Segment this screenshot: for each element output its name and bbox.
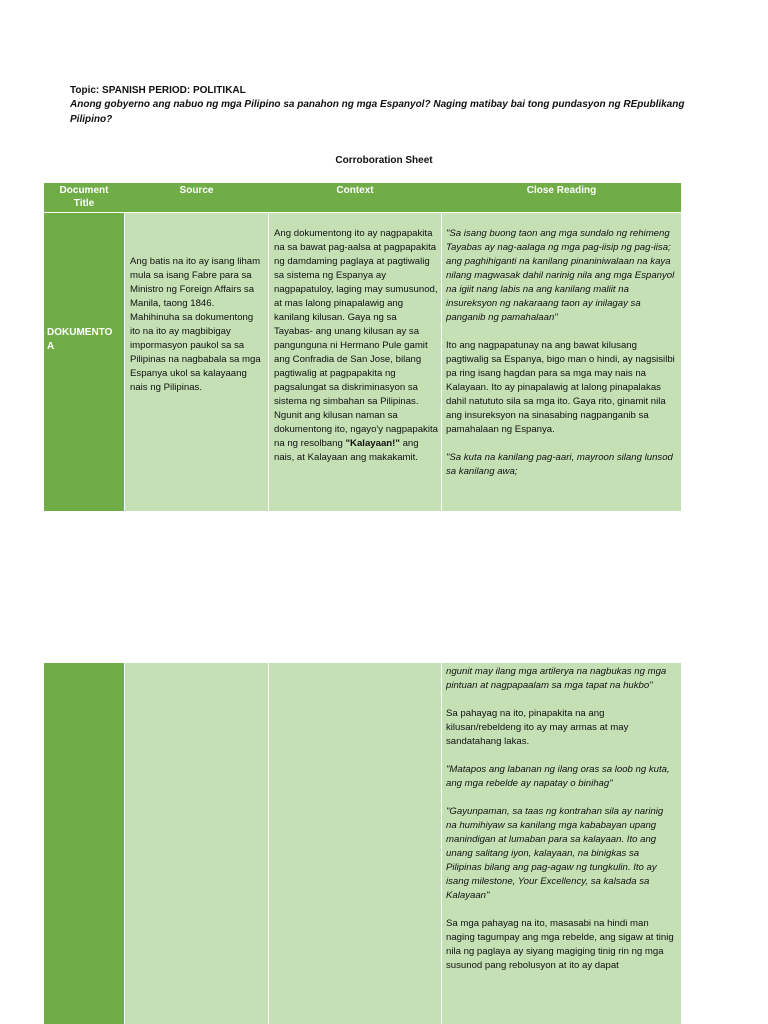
document-title-label: DOKUMENTO A [47,327,113,352]
cell-close-reading [442,213,681,511]
close-reading-text [446,227,676,511]
close-reading-quote-4: "Gayunpaman, sa taas ng kontrahan sila ay narinig na humihiyaw sa kanilang mga kababayan upang manindigan at lumaban para sa kalayaan. Ito ang unang salitang iyon, kalayaan, na binigkas sa Pilipinas bilang ang pag-agaw ng tungkulin. Ito ay isang milestone, Your Excellency, sa kalsada sa Kalayaan" [446,806,664,901]
close-reading-quote-2-start: "Sa kuta na kanilang pag-aari, mayroon silang lunsod sa kanilang awa; [446,452,673,477]
guiding-question: Anong gobyerno ang nabuo ng mga Pilipino sa panahon ng mga Espanyol? Naging matibay bai tong pundasyon ng REpublikang Pilipino? [70,99,685,125]
cell-source [125,213,268,511]
cell-source-cont [125,663,268,1024]
close-reading-quote-2-end: ngunit may ilang mga artilerya na nagbukas ng mga pintuan at nagpapaalam sa mga tapat na hukbo" [446,666,667,691]
close-reading-analysis-1: Ito ang nagpapatunay na ang bawat kilusang pagtiwalig sa Espanya, bigo man o hindi, ay nagsisilbi pa ring isang hagdan para sa mga may nais na Kalayaan. Ito ay pinapalawig at lalong pinapalakas dahil natututo sila sa mga ito. Gaya rito, ginamit nila ang insureksyon na sinasabing nagpanganib sa pamahalaan ng Espanya. [446,340,675,435]
cell-document-title-cont [44,663,124,1024]
context-body: Ang dokumentong ito ay nagpapakita na sa bawat pag-aalsa at pagpapakita ng damdaming paglaya at pagtiwalig sa sistema ng Espanya ay nagpapatuloy, laging may sumusunod, at mas lalong pinapalawig ang kanilang kilusan. Gaya ng sa Tayabas- ang unang kilusan ay sa pangunguna ni Hermano Pule gamit ang Confradia de San Jose, bilang pagtiwalig at pagpapakita ng pagsalungat sa diskriminasyon sa sistema ng simbahan sa Pilipinas. Ngunit ang kilusan naman sa dokumentong ito, ngayo'y nagpapakita na ng resolbang [274,228,438,449]
context-bold-phrase: "Kalayaan!" [345,438,400,449]
close-reading-quote-3: "Matapos ang labanan ng ilang oras sa loob ng kuta, ang mga rebelde ay napatay o binihag" [446,764,670,789]
context-tail: ang nais, at Kalayaan ang makakamit. [274,438,419,463]
topic-heading: Topic: SPANISH PERIOD: POLITIKAL [70,85,246,96]
sheet-title: Corroboration Sheet [335,155,433,166]
header-source: Source [179,185,214,196]
cell-close-reading-cont [442,663,681,1024]
cell-context-cont [269,663,441,1024]
header-close-reading: Close Reading [526,185,597,196]
table-row-continued [44,663,681,1024]
close-reading-analysis-3: Sa mga pahayag na ito, masasabi na hindi man naging tagumpay ang mga rebelde, ang sigaw at tinig nila ng paglaya ay siyang magiging tinig rin ng mga susunod pang rebolusyon at ito ay dapat [446,918,674,971]
source-text: Ang batis na ito ay isang liham mula sa isang Fabre para sa Ministro ng Foreign Affairs sa Manila, taong 1846. Mahihinuha sa dokumentong ito na ito ay magbibigay impormasyon paukol sa sa Pilipinas na nagbabala sa mga Espanya ukol sa kalayaang nais ng Pilipinas. [130,256,261,393]
close-reading-analysis-2: Sa pahayag na ito, pinapakita na ang kilusan/rebeldeng ito ay may armas at may sandatahang lakas. [446,708,629,747]
cell-document-title [44,213,124,511]
cell-context [269,213,441,511]
table-header-row [44,183,681,212]
header-context: Context [336,185,374,196]
close-reading-quote-1: "Sa isang buong taon ang mga sundalo ng rehimeng Tayabas ay nag-aalaga ng mga pag-iisip ng pag-iisa; ang paghihiganti na kanilang pinaniniwalaan na kaya nilang magwasak dahil narinig nila ang mga Espanyol na igiit nang labis na ang kanilang maliit na insureksyon ng nakaraang taon ay inilagay sa panganib ng pamahalaan" [446,228,675,323]
table-row [44,213,681,511]
context-text [274,227,438,511]
close-reading-text-cont [446,665,676,1024]
header-document-title: Document Title [59,185,109,209]
